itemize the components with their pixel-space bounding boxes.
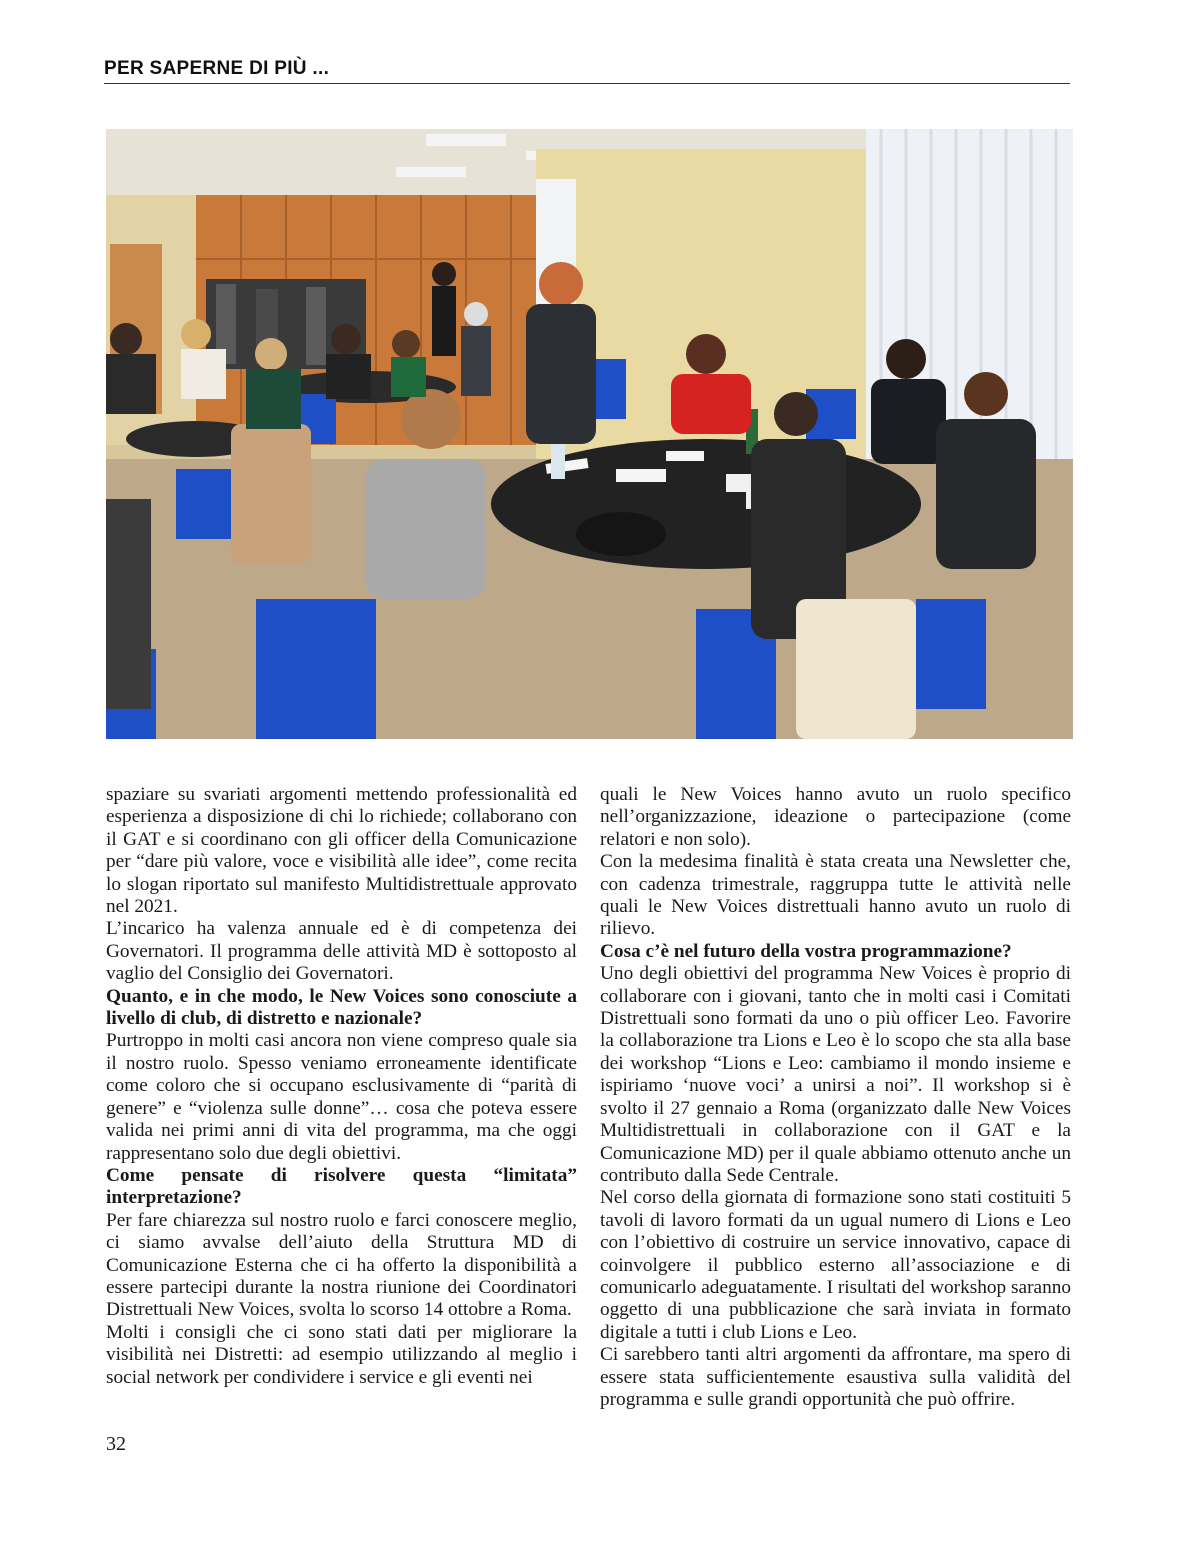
interview-question: Come pensate di risolvere questa “limitata” interpretazione? — [106, 1164, 577, 1209]
paragraph: quali le New Voices hanno avuto un ruolo specifico nell’organizzazione, ideazione o partecipazione (come relatori e non solo). — [600, 784, 1071, 850]
page-number: 32 — [106, 1433, 126, 1455]
column-left — [106, 784, 577, 1389]
meeting-photo — [106, 129, 1073, 739]
paragraph: Per fare chiarezza sul nostro ruolo e farci conoscere meglio, ci siamo avvalse dell’aiuto della Struttura MD di Comunicazione Esterna che ci ha offerto la disponibilità a essere partecipi durante la nostra riunione dei Coordinatori Distrettuali New Voices, svolta lo scorso 14 ottobre a Roma. — [106, 1209, 577, 1321]
paragraph: Ci sarebbero tanti altri argomenti da affrontare, ma spero di essere stata sufficientemente esaustiva sulla validità del programma e sulle grandi opportunità che può offrire. — [600, 1344, 1071, 1410]
paragraph: Uno degli obiettivi del programma New Voices è proprio di collaborare con i giovani, tanto che in molti casi i Comitati Distrettuali sono formati da uno o più officer Leo. Favorire la collaborazione tra Lions e Leo è lo scopo che sta alla base dei workshop “Lions e Leo: cambiamo il mondo insieme e ispiriamo ‘nuove voci’ a unirsi a noi”. Il workshop si è svolto il 27 gennaio a Roma (organizzato dalle New Voices Multidistrettuali in collaborazione con il GAT e la Comunicazione MD) per il quale abbiamo ottenuto anche un contributo dalla Sede Centrale. — [600, 963, 1071, 1186]
header-rule — [104, 83, 1070, 84]
column-right — [600, 784, 1071, 1411]
paragraph: Nel corso della giornata di formazione sono stati costituiti 5 tavoli di lavoro formati da un ugual numero di Lions e Leo con l’obiettivo di costruire un service innovativo, capace di coinvolgere il pubblico esterno all’associazione e di comunicarlo adeguatamente. I risultati del workshop saranno oggetto di una pubblicazione che sarà inviata in formato digitale a tutti i club Lions e Leo. — [600, 1187, 1071, 1343]
paragraph: Molti i consigli che ci sono stati dati per migliorare la visibilità nei Distretti: ad esempio utilizzando al meglio i social network per condividere i service e gli eventi nei — [106, 1321, 577, 1388]
paragraph: Con la medesima finalità è stata creata una Newsletter che, con cadenza trimestrale, raggruppa tutte le attività nelle quali le New Voices distrettuali hanno avuto un ruolo di rilievo. — [600, 851, 1071, 940]
meeting-photo-illustration — [106, 129, 1073, 739]
interview-question: Quanto, e in che modo, le New Voices sono conosciute a livello di club, di distretto e nazionale? — [106, 985, 577, 1030]
interview-question: Cosa c’è nel futuro della vostra programmazione? — [600, 940, 1012, 962]
paragraph: Purtroppo in molti casi ancora non viene compreso quale sia il nostro ruolo. Spesso veniamo erroneamente identificate come coloro che si occupano esclusivamente di “parità di genere” e “violenza sulle donne”… cosa che poteva essere valida nei primi anni di vita del programma, ma che oggi rappresentano solo due degli obiettivi. — [106, 1030, 577, 1164]
section-header: PER SAPERNE DI PIÙ ... — [104, 58, 330, 79]
paragraph: L’incarico ha valenza annuale ed è di competenza dei Governatori. Il programma delle attività MD è sottoposto al vaglio del Consiglio dei Governatori. — [106, 918, 577, 985]
paragraph: spaziare su svariati argomenti mettendo professionalità ed esperienza a disposizione di chi lo richiede; collaborano con il GAT e si coordinano con gli officer della Comunicazione per “dare più valore, voce e visibilità alle idee”, come recita lo slogan riportato sul manifesto Multidistrettuale approvato nel 2021. — [106, 784, 577, 918]
